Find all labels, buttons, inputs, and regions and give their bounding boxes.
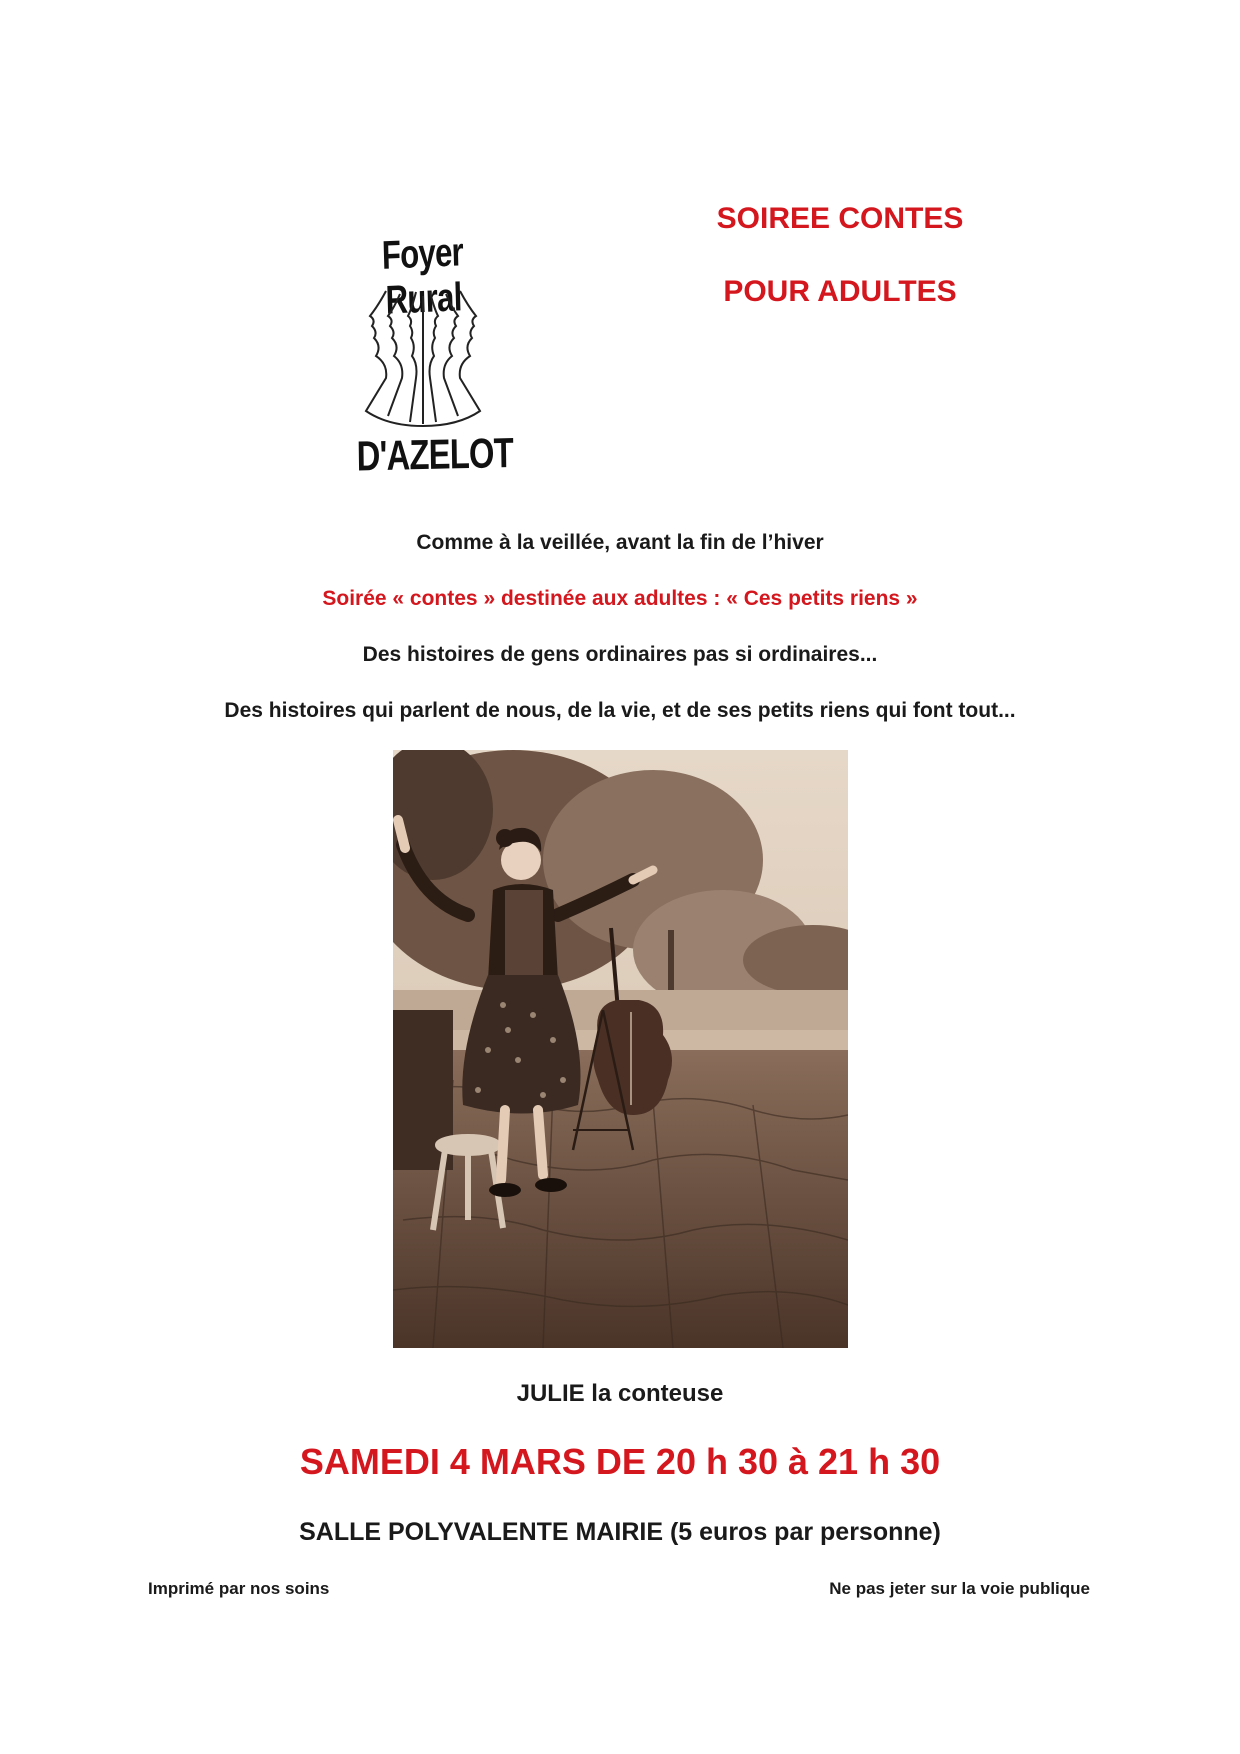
- intro-line-4: Des histoires qui parlent de nous, de la vie, et de ses petits riens qui font tout...: [224, 699, 1016, 722]
- logo-bottom-text: D'AZELOT: [356, 428, 514, 480]
- foyer-rural-logo: [338, 228, 514, 490]
- footer-disposal-note: Ne pas jeter sur la voie publique: [829, 1579, 1090, 1598]
- event-date-time: SAMEDI 4 MARS DE 20 h 30 à 21 h 30: [299, 1441, 941, 1482]
- logo-top-text: Foyer Rural: [381, 230, 464, 323]
- performer-name: JULIE la conteuse: [516, 1380, 724, 1407]
- footer-printed-note: Imprimé par nos soins: [148, 1579, 330, 1598]
- title-line-2: POUR ADULTES: [723, 275, 957, 308]
- intro-line-3: Des histoires de gens ordinaires pas si ordinaires...: [362, 643, 878, 666]
- profiles-logo-icon: [348, 286, 498, 431]
- title-line-1: SOIREE CONTES: [716, 202, 964, 235]
- intro-line-2: Soirée « contes » destinée aux adultes : « Ces petits riens »: [322, 587, 918, 610]
- storyteller-photo: [393, 750, 848, 1348]
- intro-line-1: Comme à la veillée, avant la fin de l’hiver: [416, 531, 824, 554]
- event-venue: SALLE POLYVALENTE MAIRIE (5 euros par personne): [299, 1518, 941, 1546]
